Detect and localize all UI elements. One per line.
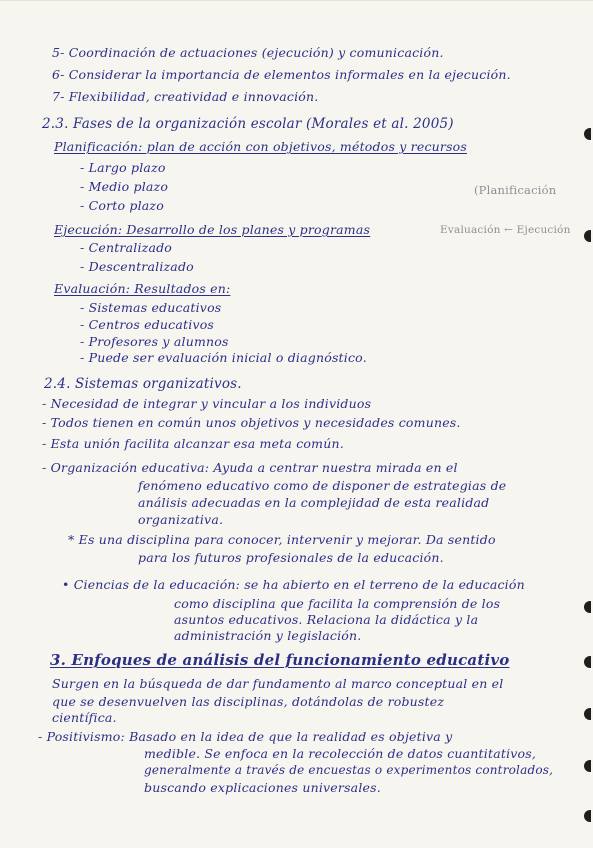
line-considerar: 6- Considerar la importancia de elementos informales en la ejecución. bbox=[52, 67, 511, 82]
line-futuros-profesionales: para los futuros profesionales de la educación. bbox=[138, 550, 444, 565]
binder-hole-mark bbox=[584, 601, 591, 613]
line-necesidad: - Necesidad de integrar y vincular a los individuos bbox=[42, 396, 372, 411]
page-edge bbox=[0, 0, 593, 1]
section-heading-sistemas: 2.4. Sistemas organizativos. bbox=[44, 376, 242, 392]
line-centralizado: - Centralizado bbox=[80, 240, 173, 255]
pencil-note-evaluacion: Evaluación ← Ejecución bbox=[440, 224, 571, 236]
line-corto-plazo: - Corto plazo bbox=[80, 198, 164, 213]
line-sistemas-educativos: - Sistemas educativos bbox=[80, 300, 222, 315]
binder-hole-mark bbox=[584, 810, 591, 822]
line-positivismo: - Positivismo: Basado en la idea de que la realidad es objetiva y bbox=[38, 729, 453, 744]
line-centros-educativos: - Centros educativos bbox=[80, 317, 215, 332]
line-fenomeno: fenómeno educativo como de disponer de estrategias de bbox=[138, 478, 507, 493]
line-buscando: buscando explicaciones universales. bbox=[144, 780, 381, 795]
line-largo-plazo: - Largo plazo bbox=[80, 160, 166, 175]
line-medible: medible. Se enfoca en la recolección de datos cuantitativos, bbox=[144, 746, 537, 761]
pencil-note-planificacion: (Planificación bbox=[474, 183, 557, 197]
line-organizativa: organizativa. bbox=[138, 512, 224, 527]
line-medio-plazo: - Medio plazo bbox=[80, 179, 169, 194]
line-como-disciplina: como disciplina que facilita la comprensión de los bbox=[174, 596, 501, 611]
line-descentralizado: - Descentralizado bbox=[80, 259, 194, 274]
line-todos-tienen: - Todos tienen en común unos objetivos y necesidades comunes. bbox=[42, 415, 461, 430]
line-esta-union: - Esta unión facilita alcanzar esa meta común. bbox=[42, 436, 344, 451]
binder-hole-mark bbox=[584, 760, 591, 772]
line-evaluacion: Evaluación: Resultados en: bbox=[54, 281, 231, 296]
line-administracion: administración y legislación. bbox=[174, 628, 362, 643]
section-heading-enfoques: 3. Enfoques de análisis del funcionamiento educativo bbox=[50, 651, 510, 669]
line-flexibilidad: 7- Flexibilidad, creatividad e innovación. bbox=[52, 89, 319, 104]
line-analisis: análisis adecuadas en la complejidad de esta realidad bbox=[138, 495, 490, 510]
line-asuntos: asuntos educativos. Relaciona la didáctica y la bbox=[174, 612, 479, 627]
binder-hole-mark bbox=[584, 128, 591, 140]
line-ciencias: • Ciencias de la educación: se ha abierto en el terreno de la educación bbox=[62, 577, 525, 592]
binder-hole-mark bbox=[584, 708, 591, 720]
line-surgen: Surgen en la búsqueda de dar fundamento al marco conceptual en el bbox=[52, 676, 504, 691]
line-ejecucion: Ejecución: Desarrollo de los planes y programas bbox=[54, 222, 371, 237]
line-coordinacion: 5- Coordinación de actuaciones (ejecución) y comunicación. bbox=[52, 45, 444, 60]
binder-hole-mark bbox=[584, 230, 591, 242]
line-organizacion-educativa: - Organización educativa: Ayuda a centrar nuestra mirada en el bbox=[42, 460, 458, 475]
line-cientifica: científica. bbox=[52, 710, 117, 725]
line-desenvuelven: que se desenvuelven las disciplinas, dotándolas de robustez bbox=[52, 694, 445, 709]
line-evaluacion-inicial: - Puede ser evaluación inicial o diagnóstico. bbox=[80, 350, 367, 365]
section-heading-fases: 2.3. Fases de la organización escolar (Morales et al. 2005) bbox=[42, 116, 454, 132]
line-generalmente: generalmente a través de encuestas o experimentos controlados, bbox=[144, 763, 554, 777]
binder-hole-mark bbox=[584, 656, 591, 668]
line-profesores: - Profesores y alumnos bbox=[80, 334, 229, 349]
line-disciplina: * Es una disciplina para conocer, intervenir y mejorar. Da sentido bbox=[68, 532, 496, 547]
line-planificacion: Planificación: plan de acción con objetivos, métodos y recursos bbox=[54, 139, 468, 154]
